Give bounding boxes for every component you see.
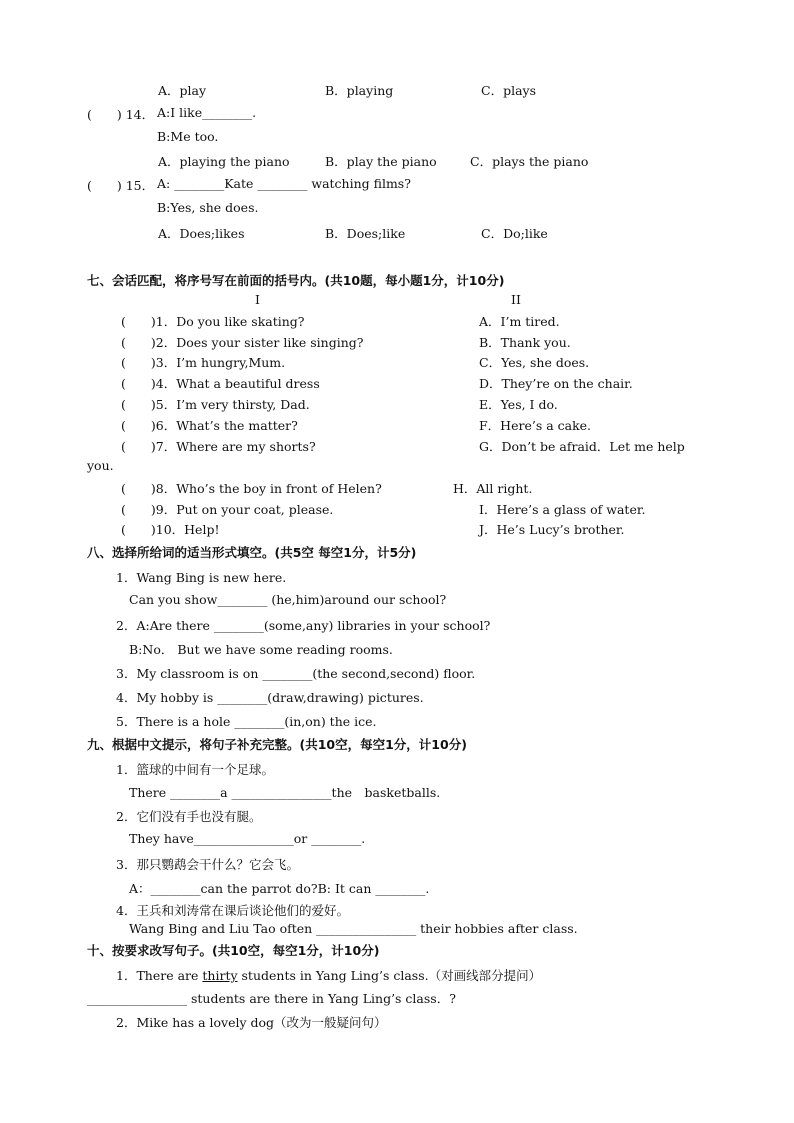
- section8-line-7: 5．There is a hole ________(in,on) the ice.: [116, 714, 377, 729]
- section9-line-7: 4．王兵和刘涛常在课后谈论他们的爱好。: [116, 903, 349, 918]
- match-left-10: ( )10．Help!: [121, 522, 220, 537]
- section8-line-6: 4．My hobby is ________(draw,drawing) pictures.: [116, 690, 424, 705]
- match-left-2: ( )2．Does your sister like singing?: [121, 335, 364, 350]
- q13-option-c: C．plays: [481, 83, 536, 98]
- match-left-4: ( )4．What a beautiful dress: [121, 376, 320, 391]
- q14-line-a: A:I like________.: [157, 105, 257, 120]
- section10-title: 十、按要求改写句子。(共10空，每空1分，计10分): [87, 943, 380, 958]
- section8-line-4: B:No． But we have some reading rooms.: [129, 642, 393, 657]
- match-right-f: F．Here’s a cake.: [479, 418, 592, 433]
- section7-col-i: I: [255, 292, 260, 307]
- q13-option-a: A．play: [158, 83, 207, 98]
- q14-option-c: C．plays the piano: [470, 154, 589, 169]
- q15-option-c: C．Do;like: [481, 226, 548, 241]
- match-right-i: I．Here’s a glass of water.: [479, 502, 646, 517]
- match-right-a: A．I’m tired.: [479, 314, 560, 329]
- match-left-9: ( )9．Put on your coat, please.: [121, 502, 334, 517]
- section8-line-1: 1．Wang Bing is new here.: [116, 570, 287, 585]
- q15-option-a: A．Does;likes: [158, 226, 245, 241]
- section8-line-5: 3．My classroom is on ________(the second,second) floor.: [116, 666, 476, 681]
- match-left-1: ( )1．Do you like skating?: [121, 314, 305, 329]
- q14-line-b: B:Me too.: [157, 129, 219, 144]
- match-right-g-wrap: you.: [87, 458, 114, 473]
- section8-title: 八、选择所给词的适当形式填空。(共5空 每空1分，计5分): [87, 545, 417, 560]
- match-left-6: ( )6．What’s the matter?: [121, 418, 298, 433]
- section8-line-2: Can you show________ (he,him)around our school?: [129, 592, 447, 607]
- match-right-c: C．Yes, she does.: [479, 355, 590, 370]
- match-left-3: ( )3．I’m hungry,Mum.: [121, 355, 286, 370]
- section9-line-5: 3．那只鹦鹉会干什么？它会飞。: [116, 857, 299, 872]
- section9-line-6: A：________can the parrot do?B: It can ________.: [129, 881, 430, 896]
- section9-line-4: They have________________or ________.: [129, 831, 366, 846]
- q14-option-a: A．playing the piano: [158, 154, 290, 169]
- q15-paren: ( ) 15．: [87, 178, 155, 193]
- q13-option-b: B．playing: [325, 83, 394, 98]
- match-right-d: D．They’re on the chair.: [479, 376, 633, 391]
- section7-col-ii: II: [511, 292, 521, 307]
- section10-q1-underlined: thirty: [202, 968, 238, 983]
- match-right-g: G．Don’t be afraid．Let me help: [479, 439, 685, 454]
- section10-q1-post: students in Yang Ling’s class.（对画线部分提问）: [237, 968, 542, 983]
- match-left-8: ( )8．Who’s the boy in front of Helen?: [121, 481, 382, 496]
- section10-q1-answer: ________________ students are there in Yang Ling’s class．?: [87, 991, 456, 1006]
- q14-paren: ( ) 14．: [87, 107, 155, 122]
- match-left-7: ( )7．Where are my shorts?: [121, 439, 316, 454]
- section8-line-3: 2．A:Are there ________(some,any) libraries in your school?: [116, 618, 491, 633]
- q14-option-b: B．play the piano: [325, 154, 437, 169]
- section9-title: 九、根据中文提示，将句子补充完整。(共10空，每空1分，计10分): [87, 737, 467, 752]
- match-right-e: E．Yes, I do.: [479, 397, 558, 412]
- section9-line-3: 2．它们没有手也没有腿。: [116, 809, 262, 824]
- section10-q1: [116, 966, 541, 984]
- match-left-5: ( )5．I’m very thirsty, Dad.: [121, 397, 310, 412]
- match-right-h: H．All right.: [453, 481, 533, 496]
- match-right-b: B．Thank you.: [479, 335, 571, 350]
- match-right-j: J．He’s Lucy’s brother.: [479, 522, 625, 537]
- section9-line-8: Wang Bing and Liu Tao often ________________ their hobbies after class.: [129, 921, 578, 936]
- q15-option-b: B．Does;like: [325, 226, 406, 241]
- section10-q1-pre: 1．There are: [116, 968, 203, 983]
- q15-line-b: B:Yes, she does.: [157, 200, 259, 215]
- section9-line-1: 1．篮球的中间有一个足球。: [116, 762, 274, 777]
- section9-line-2: There ________a ________________the basketballs.: [129, 785, 441, 800]
- section7-title: 七、会话匹配，将序号写在前面的括号内。(共10题，每小题1分，计10分): [87, 273, 505, 288]
- section10-q2: 2．Mike has a lovely dog（改为一般疑问句）: [116, 1015, 387, 1030]
- q15-line-a: A: ________Kate ________ watching films?: [157, 176, 411, 191]
